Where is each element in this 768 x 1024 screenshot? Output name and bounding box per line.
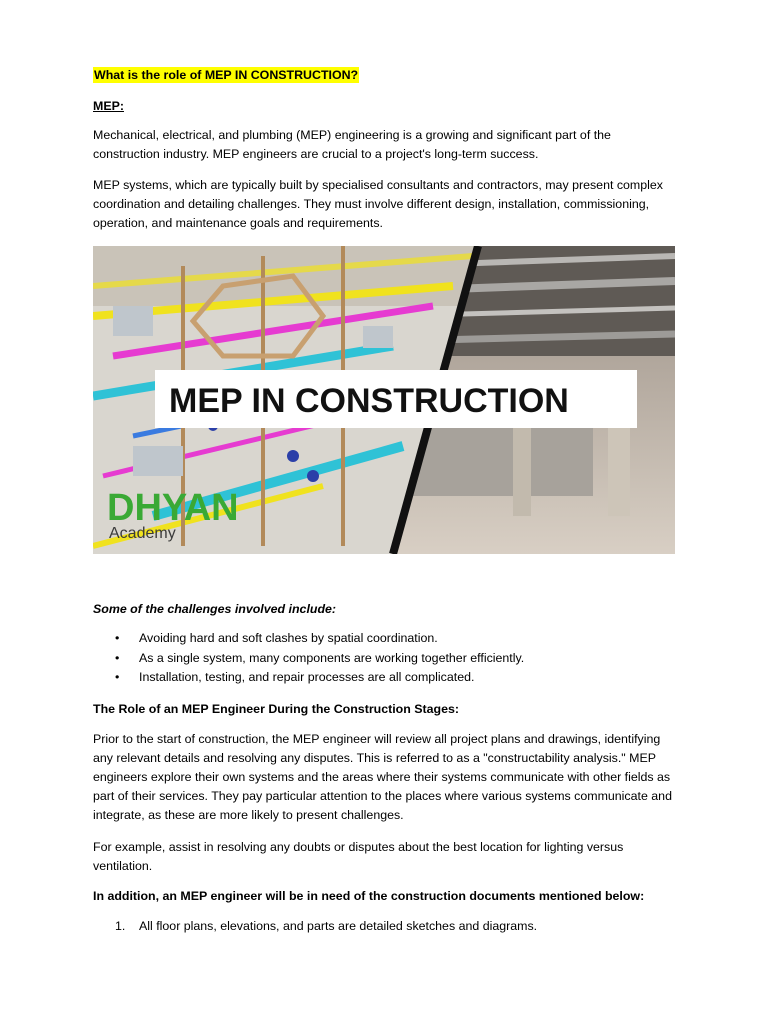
bullet-glyph: • — [115, 650, 120, 665]
list-item — [93, 668, 673, 688]
document-title — [93, 66, 673, 85]
dhyan-logo-text: DHYAN — [107, 487, 239, 529]
role-heading: The Role of an MEP Engineer During the Construction Stages: — [93, 702, 460, 716]
list-item — [93, 629, 673, 649]
list-item — [93, 649, 673, 669]
list-item-text: Avoiding hard and soft clashes by spatial coordination. — [139, 631, 438, 645]
constructability-paragraph: Prior to the start of construction, the MEP engineer will review all project plans and drawings, identifying any relevant details and resolving any disputes. This is referred to as a "constructability analysis." MEP engineers explore their own systems and the areas where their systems communicate with other fields as part of their services. They pay particular attention to the places where various systems communicate and integrate, as these are more likely to present challenges. — [93, 732, 672, 822]
bullet-glyph: • — [115, 631, 120, 645]
documents-heading: In addition, an MEP engineer will be in need of the construction documents mentioned below: — [93, 889, 645, 903]
list-item-text: As a single system, many components are working together efficiently. — [139, 650, 525, 665]
list-number: 1. — [115, 919, 126, 933]
mep-heading: MEP: — [93, 99, 124, 113]
systems-paragraph: MEP systems, which are typically built by specialised consultants and contractors, may present complex coordination and detailing challenges. They must involve different design, installation, commissioning, operation, and maintenance goals and requirements. — [93, 178, 663, 230]
academy-logo-text: Academy — [109, 525, 176, 542]
challenges-list — [93, 629, 673, 688]
list-item-text: All floor plans, elevations, and parts are detailed sketches and diagrams. — [139, 919, 538, 933]
documents-list — [93, 917, 673, 936]
mep-banner-image — [93, 246, 675, 554]
highlighted-title-text: What is the role of MEP IN CONSTRUCTION? — [94, 68, 359, 82]
example-paragraph: For example, assist in resolving any doubts or disputes about the best location for lighting versus ventilation. — [93, 840, 624, 873]
list-item — [93, 917, 673, 936]
banner-headline: MEP IN CONSTRUCTION — [169, 382, 569, 420]
list-item-text: Installation, testing, and repair processes are all complicated. — [139, 670, 475, 684]
intro-paragraph: Mechanical, electrical, and plumbing (MEP) engineering is a growing and significant part of the construction industry. MEP engineers are crucial to a project's long-term success. — [93, 128, 611, 161]
challenges-heading: Some of the challenges involved include: — [93, 602, 337, 616]
bullet-glyph: • — [115, 670, 120, 684]
